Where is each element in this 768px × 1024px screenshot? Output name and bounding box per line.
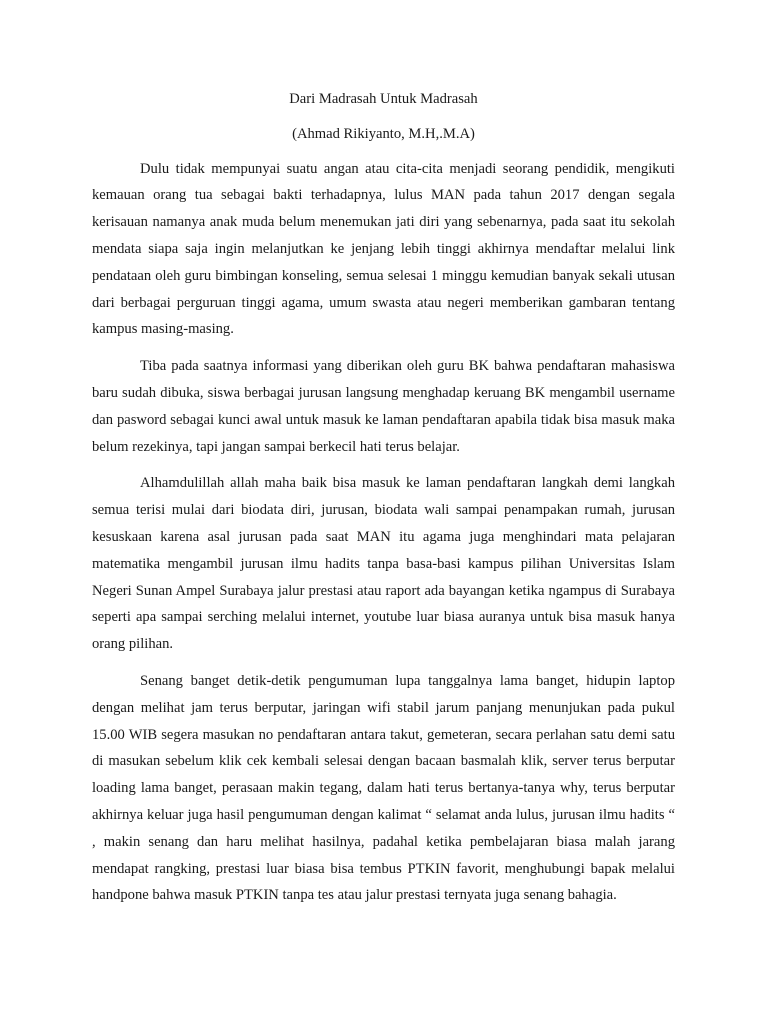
paragraph-1: Dulu tidak mempunyai suatu angan atau cita-cita menjadi seorang pendidik, mengikuti kemauan orang tua sebagai bakti terhadapnya, lulus MAN pada tahun 2017 dengan segala kerisauan namanya anak muda belum menemukan jati diri yang sebenarnya, pada saat itu sekolah mendata siapa saja ingin melanjutkan ke jenjang lebih tinggi akhirnya mendaftar melalui link pendataan oleh guru bimbingan konseling, semua selesai 1 minggu kemudian banyak sekali utusan dari berbagai perguruan tinggi agama, umum swasta atau negeri memberikan gambaran tentang kampus masing-masing.: [92, 160, 675, 338]
paragraph-2: Tiba pada saatnya informasi yang diberikan oleh guru BK bahwa pendaftaran mahasiswa baru sudah dibuka, siswa berbagai jurusan langsung menghadap keruang BK mengambil username dan pasword sebagai kunci awal untuk masuk ke laman pendaftaran apabila tidak bisa masuk maka belum rezekinya, tapi jangan sampai berkecil hati terus belajar.: [92, 358, 675, 455]
document-title: Dari Madrasah Untuk Madrasah: [289, 91, 478, 107]
document-author: (Ahmad Rikiyanto, M.H,.M.A): [292, 125, 475, 142]
paragraph-4: Senang banget detik-detik pengumuman lupa tanggalnya lama banget, hidupin laptop dengan melihat jam terus berputar, jaringan wifi stabil jarum panjang menunjukan pada pukul 15.00 WIB segera masukan no pendaftaran antara takut, gemeteran, secara perlahan satu demi satu di masukan sebelum klik cek kembali selesai dengan bacaan basmalah klik, server terus berputar loading lama banget, perasaan makin tegang, dalam hati terus bertanya-tanya why, terus berputar akhirnya keluar juga hasil pengumuman dengan kalimat “ selamat anda lulus, jurusan ilmu hadits “ , makin senang dan haru melihat hasilnya, padahal ketika pembelajaran biasa malah jarang mendapat rangking, prestasi luar biasa bisa tembus PTKIN favorit, menghubungi bapak melalui handpone bahwa masuk PTKIN tanpa tes atau jalur prestasi ternyata juga senang bahagia.: [92, 672, 675, 904]
document-body: [92, 86, 675, 909]
paragraph-3: Alhamdulillah allah maha baik bisa masuk ke laman pendaftaran langkah demi langkah semua terisi mulai dari biodata diri, jurusan, biodata wali sampai penampakan rumah, jurusan kesuskaan karena asal jurusan pada saat MAN itu agama juga menghindari mata pelajaran matematika mengambil jurusan ilmu hadits tanpa basa-basi kampus pilihan Universitas Islam Negeri Sunan Ampel Surabaya jalur prestasi atau raport ada bayangan ketika ngampus di Surabaya seperti apa sampai serching melalui internet, youtube luar biasa auranya untuk bisa masuk hanya orang pilihan.: [92, 475, 675, 653]
